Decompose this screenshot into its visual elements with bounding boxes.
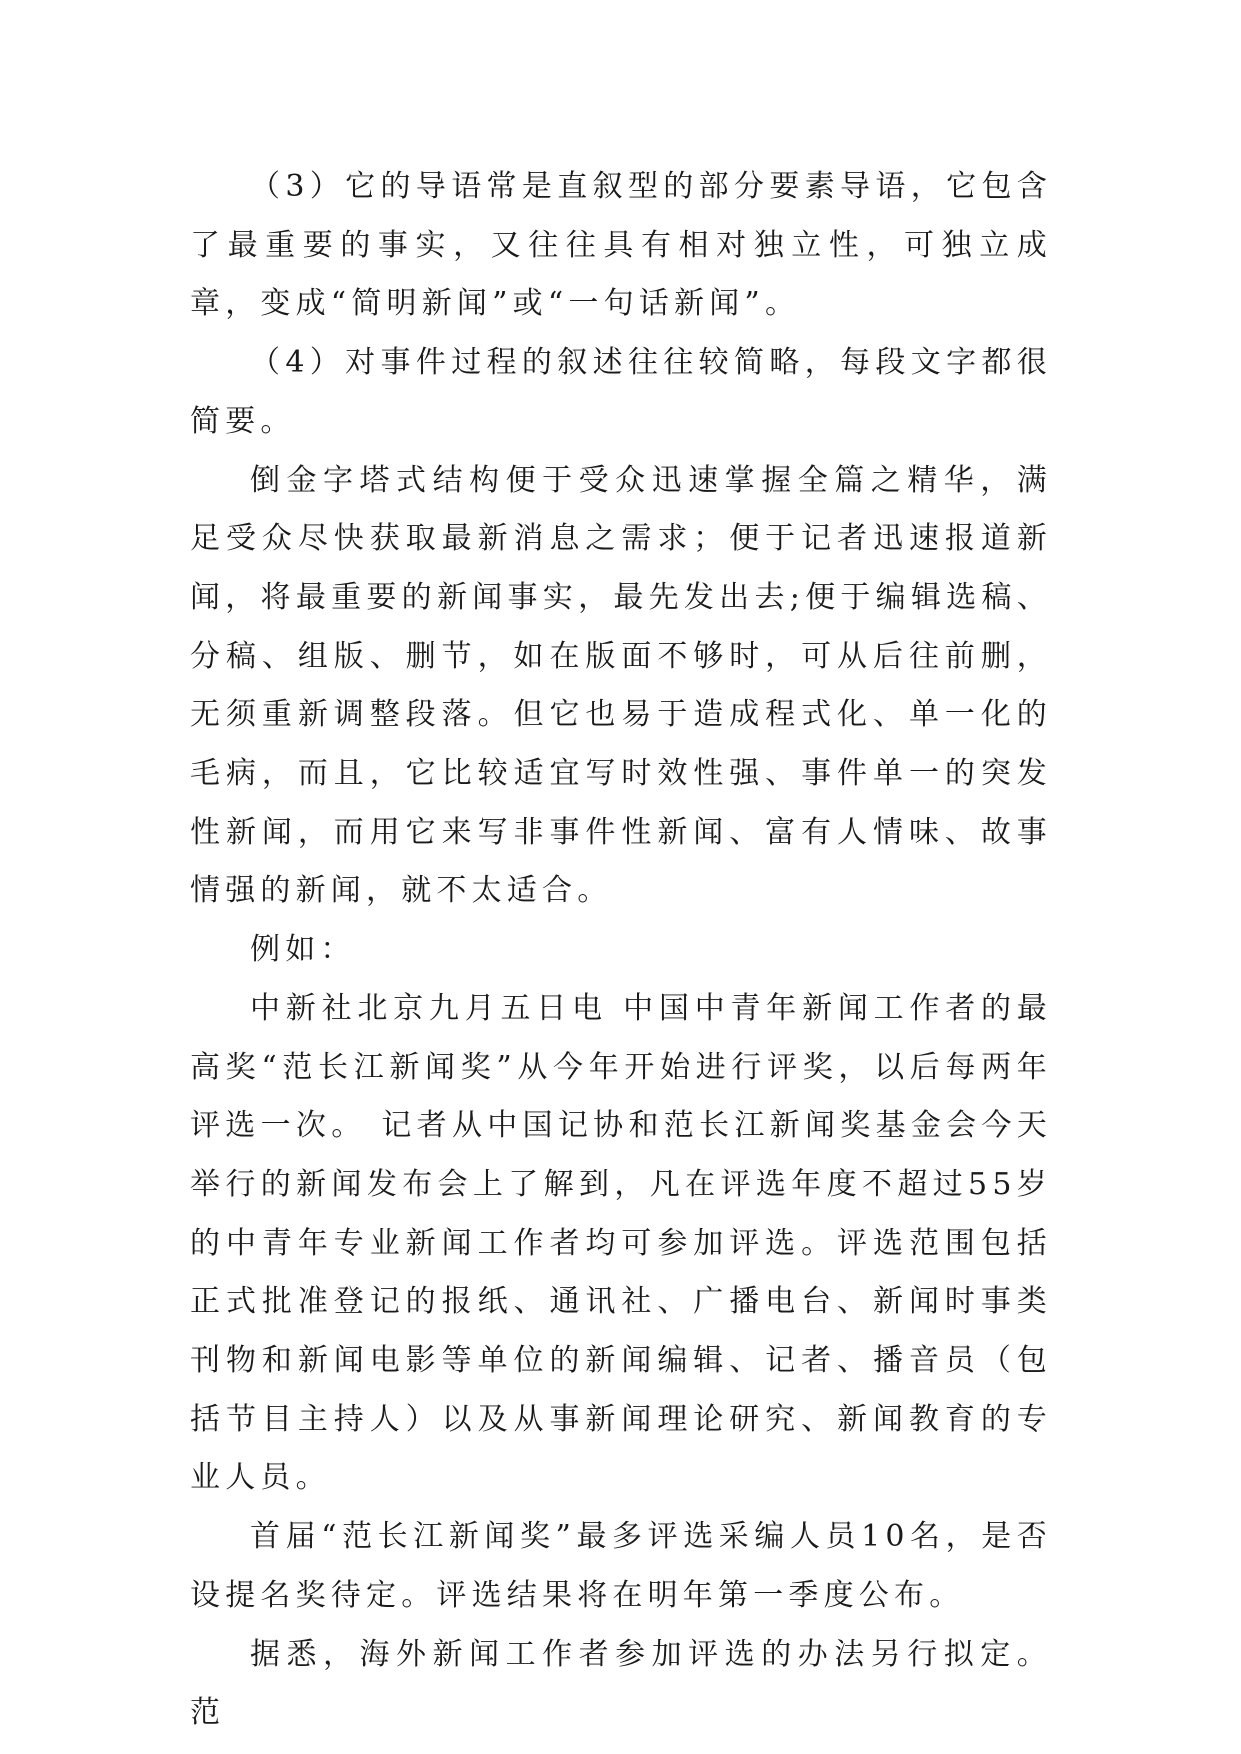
document-body bbox=[190, 158, 1052, 1743]
paragraph-example-overseas: 据悉，海外新闻工作者参加评选的办法另行拟定。 范 bbox=[190, 1636, 1052, 1731]
paragraph-pros-cons: 倒金字塔式结构便于受众迅速掌握全篇之精华，满足受众尽快获取最新消息之需求；便于记者迅速报道新闻，将最重要的新闻事实，最先发出去;便于编辑选稿、分稿、组版、删节，如在版面不够时，可从后往前删，无须重新调整段落。但它也易于造成程式化、单一化的毛病，而且，它比较适宜写时效性强、事件单一的突发性新闻，而用它来写非事件性新闻、富有人情味、故事情强的新闻，就不太适合。 bbox=[190, 462, 1052, 909]
paragraph-lead-feature-4: （4）对事件过程的叙述往往较简略，每段文字都很简要。 bbox=[190, 345, 1052, 439]
paragraph-example-award: 首届“范长江新闻奖”最多评选采编人员10名，是否设提名奖待定。评选结果将在明年第一季度公布。 bbox=[190, 1519, 1052, 1613]
paragraph-example-intro: 例如： bbox=[250, 932, 356, 968]
paragraph-lead-feature-3: （3）它的导语常是直叙型的部分要素导语，它包含了最重要的事实，又往往具有相对独立性，可独立成章，变成“简明新闻”或“一句话新闻”。 bbox=[190, 169, 1052, 322]
paragraph-example-news: 中新社北京九月五日电 中国中青年新闻工作者的最高奖“范长江新闻奖”从今年开始进行评奖，以后每两年评选一次。 记者从中国记协和范长江新闻奖基金会今天举行的新闻发布会上了解到，凡在评选年度不超过55岁的中青年专业新闻工作者均可参加评选。评选范围包括正式批准登记的报纸、通讯社、广播电台、新闻时事类刊物和新闻电影等单位的新闻编辑、记者、播音员（包括节目主持人）以及从事新闻理论研究、新闻教育的专业人员。 bbox=[190, 990, 1052, 1496]
